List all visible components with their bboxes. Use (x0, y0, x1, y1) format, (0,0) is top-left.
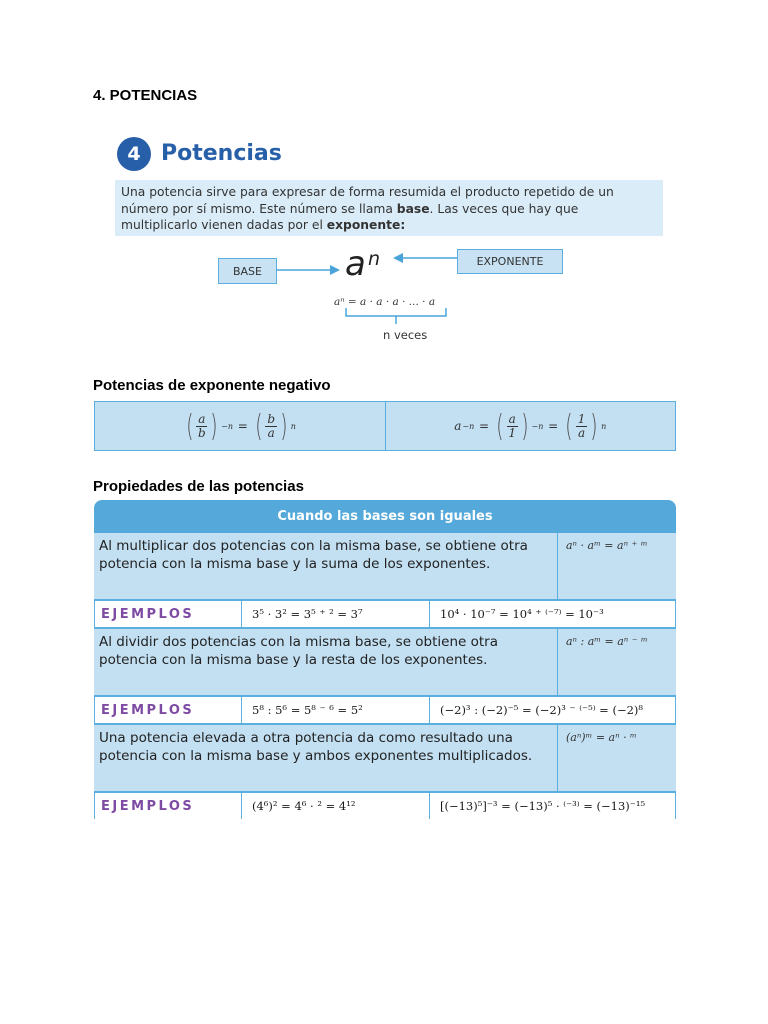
examples-label: EJEMPLOS (101, 606, 195, 622)
intro-text-2: . Las veces que hay que multiplicarlo vienen dadas por el (121, 201, 579, 232)
examples-row (94, 695, 676, 723)
examples-label: EJEMPLOS (101, 798, 195, 814)
property-formula: (aⁿ)ᵐ = aⁿ · ᵐ (566, 731, 637, 744)
power-exponent-symbol: n (368, 248, 381, 270)
exp: −n (531, 421, 544, 431)
topic-title: Potencias (161, 141, 282, 166)
exponent-arrow-head (393, 253, 403, 263)
properties-table-header: Cuando las bases son iguales (94, 500, 676, 533)
property-formula: aⁿ · aᵐ = aⁿ ⁺ ᵐ (566, 539, 648, 552)
property-text: Al multiplicar dos potencias con la misma base, se obtiene otra potencia con la misma base y la suma de los exponentes. (94, 533, 558, 599)
frac-den: a (267, 425, 275, 440)
power-base-symbol: a (345, 244, 366, 284)
intro-text-1: Una potencia sirve para expresar de forma resumida el producto repetido de un número por sí mismo. Este número se llama (121, 185, 614, 216)
exponent-label-box: EXPONENTE (457, 249, 563, 274)
negative-exponent-table (94, 401, 676, 451)
property-row (94, 723, 676, 791)
property-text: Una potencia elevada a otra potencia da como resultado una potencia con la misma base y ambos exponentes multiplicados. (94, 725, 558, 791)
exp: n (601, 421, 607, 431)
frac-num: 1 (577, 411, 586, 426)
property-row (94, 533, 676, 599)
base-arrow-head (330, 265, 340, 275)
base: a (454, 419, 462, 433)
example-1: 3⁵ · 3² = 3⁵ ⁺ ² = 3⁷ (241, 601, 429, 627)
properties-table (94, 500, 676, 819)
topic-number-badge: 4 (117, 137, 151, 171)
frac-num: a (198, 411, 206, 426)
base-label-box: BASE (218, 258, 277, 284)
product-formula: aⁿ = a · a · a · ... · a (334, 296, 436, 308)
examples-row (94, 599, 676, 627)
intro-bold-base: base (396, 201, 430, 216)
negative-formula-2: a −n = ( $\frac{a}{1}$ ) −n = ( $\frac{1}{a}$ ) n (454, 408, 607, 444)
frac-den: 1 (508, 425, 517, 440)
frac-den: a (578, 425, 586, 440)
property-row (94, 627, 676, 695)
section-heading: 4. POTENCIAS (93, 87, 198, 104)
exp: n (290, 421, 296, 431)
property-text: Al dividir dos potencias con la misma base, se obtiene otra potencia con la misma base y la resta de los exponentes. (94, 629, 558, 695)
negative-formula-1: ( $\frac{a}{b}$ ) −n = ( $\frac{b}{a}$ ) n (95, 402, 386, 450)
properties-heading: Propiedades de las potencias (93, 478, 304, 495)
examples-label: EJEMPLOS (101, 702, 195, 718)
n-veces-label: n veces (383, 328, 428, 342)
exp: −n (462, 421, 475, 431)
intro-bold-exponent: exponente: (326, 218, 406, 232)
negative-exponent-heading: Potencias de exponente negativo (93, 377, 331, 394)
example-2: 10⁴ · 10⁻⁷ = 10⁴ ⁺ ⁽⁻⁷⁾ = 10⁻³ (429, 601, 675, 627)
exp: −n (221, 421, 233, 431)
property-formula: aⁿ : aᵐ = aⁿ ⁻ ᵐ (566, 635, 648, 648)
frac-den: b (197, 425, 206, 440)
frac-num: b (267, 411, 276, 426)
n-veces-brace (346, 308, 446, 324)
example-2: (−2)³ : (−2)⁻⁵ = (−2)³ ⁻ ⁽⁻⁵⁾ = (−2)⁸ (429, 697, 675, 723)
frac-num: a (508, 411, 516, 426)
example-1: 5⁸ : 5⁶ = 5⁸ ⁻ ⁶ = 5² (241, 697, 429, 723)
example-2: [(−13)⁵]⁻³ = (−13)⁵ · ⁽⁻³⁾ = (−13)⁻¹⁵ (429, 793, 675, 819)
example-1: (4⁶)² = 4⁶ · ² = 4¹² (241, 793, 429, 819)
examples-row (94, 791, 676, 819)
